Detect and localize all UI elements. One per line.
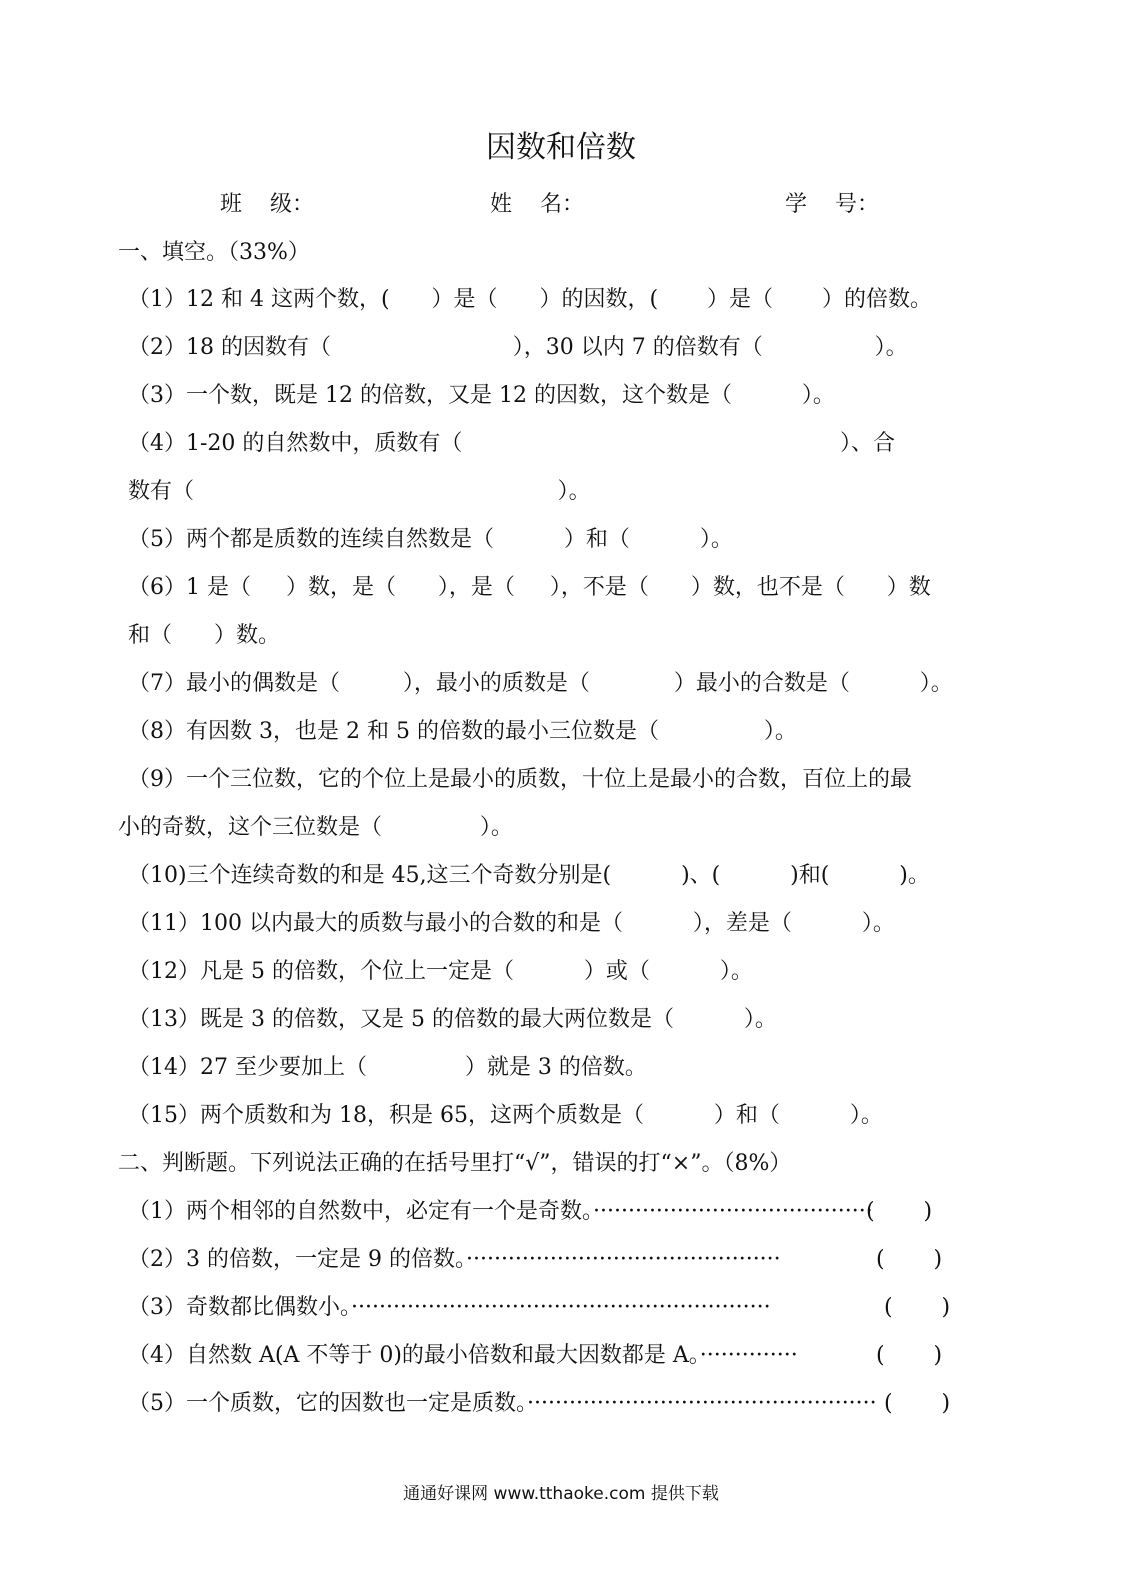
question-3: （3）一个数，既是 12 的倍数，又是 12 的因数，这个数是（ ）。 — [128, 383, 835, 408]
section-heading-fill-blanks: 一、填空。（33%） — [118, 240, 310, 265]
judgement-4-text: （4）自然数 A(A 不等于 0)的最小倍数和最大因数都是 A。·············· — [128, 1343, 798, 1368]
question-12: （12）凡是 5 的倍数，个位上一定是（ ）或（ ）。 — [128, 959, 753, 984]
question-8: （8）有因数 3，也是 2 和 5 的倍数的最小三位数是（ ）。 — [128, 719, 797, 744]
class-label: 班 级： — [220, 192, 314, 217]
question-1: （1）12 和 4 这两个数，( ）是（ ）的因数，( ）是（ ）的倍数。 — [128, 287, 932, 312]
question-7: （7）最小的偶数是（ ），最小的质数是（ ）最小的合数是（ ）。 — [128, 671, 953, 696]
question-6-continued: 和（ ）数。 — [128, 623, 280, 648]
student-number-label: 学 号： — [785, 192, 879, 217]
question-2: （2）18 的因数有（ ），30 以内 7 的倍数有（ ）。 — [128, 335, 908, 360]
question-4: （4）1-20 的自然数中，质数有（ ）、合 — [128, 431, 896, 456]
judgement-4-bracket: ( ) — [876, 1343, 943, 1368]
judgement-3-text: （3）奇数都比偶数小。···························································· — [128, 1295, 771, 1320]
page-title: 因数和倍数 — [486, 130, 636, 165]
question-11: （11）100 以内最大的质数与最小的合数的和是（ ），差是（ ）。 — [128, 911, 895, 936]
question-6: （6）1 是（ ）数，是（ ），是（ ），不是（ ）数，也不是（ ）数 — [128, 575, 931, 600]
section-heading-true-false: 二、判断题。下列说法正确的在括号里打“√”，错误的打“×”。（8%） — [118, 1151, 792, 1176]
question-13: （13）既是 3 的倍数，又是 5 的倍数的最大两位数是（ ）。 — [128, 1007, 777, 1032]
question-15: （15）两个质数和为 18，积是 65，这两个质数是（ ）和（ ）。 — [128, 1103, 883, 1128]
judgement-1-bracket: ( ) — [866, 1199, 933, 1224]
question-4-continued: 数有（ ）。 — [128, 479, 591, 504]
name-label: 姓 名： — [490, 192, 584, 217]
question-9: （9）一个三位数，它的个位上是最小的质数，十位上是最小的合数，百位上的最 — [128, 767, 912, 792]
question-9-continued: 小的奇数，这个三位数是（ ）。 — [118, 815, 513, 840]
judgement-2-bracket: ( ) — [876, 1247, 943, 1272]
judgement-2-text: （2）3 的倍数，一定是 9 的倍数。············································· — [128, 1247, 781, 1272]
question-10: （10)三个连续奇数的和是 45,这三个奇数分别是( )、( )和( )。 — [128, 863, 930, 888]
judgement-5-text: （5）一个质数，它的因数也一定是质数。·················································· — [128, 1391, 877, 1416]
question-14: （14）27 至少要加上（ ）就是 3 的倍数。 — [128, 1055, 647, 1080]
judgement-1-text: （1）两个相邻的自然数中，必定有一个是奇数。········································ — [128, 1199, 873, 1224]
question-5: （5）两个都是质数的连续自然数是（ ）和（ ）。 — [128, 527, 733, 552]
footer-credit: 通通好课网 www.tthaoke.com 提供下载 — [403, 1484, 719, 1504]
judgement-5-bracket: ( ) — [884, 1391, 951, 1416]
judgement-3-bracket: ( ) — [884, 1295, 951, 1320]
